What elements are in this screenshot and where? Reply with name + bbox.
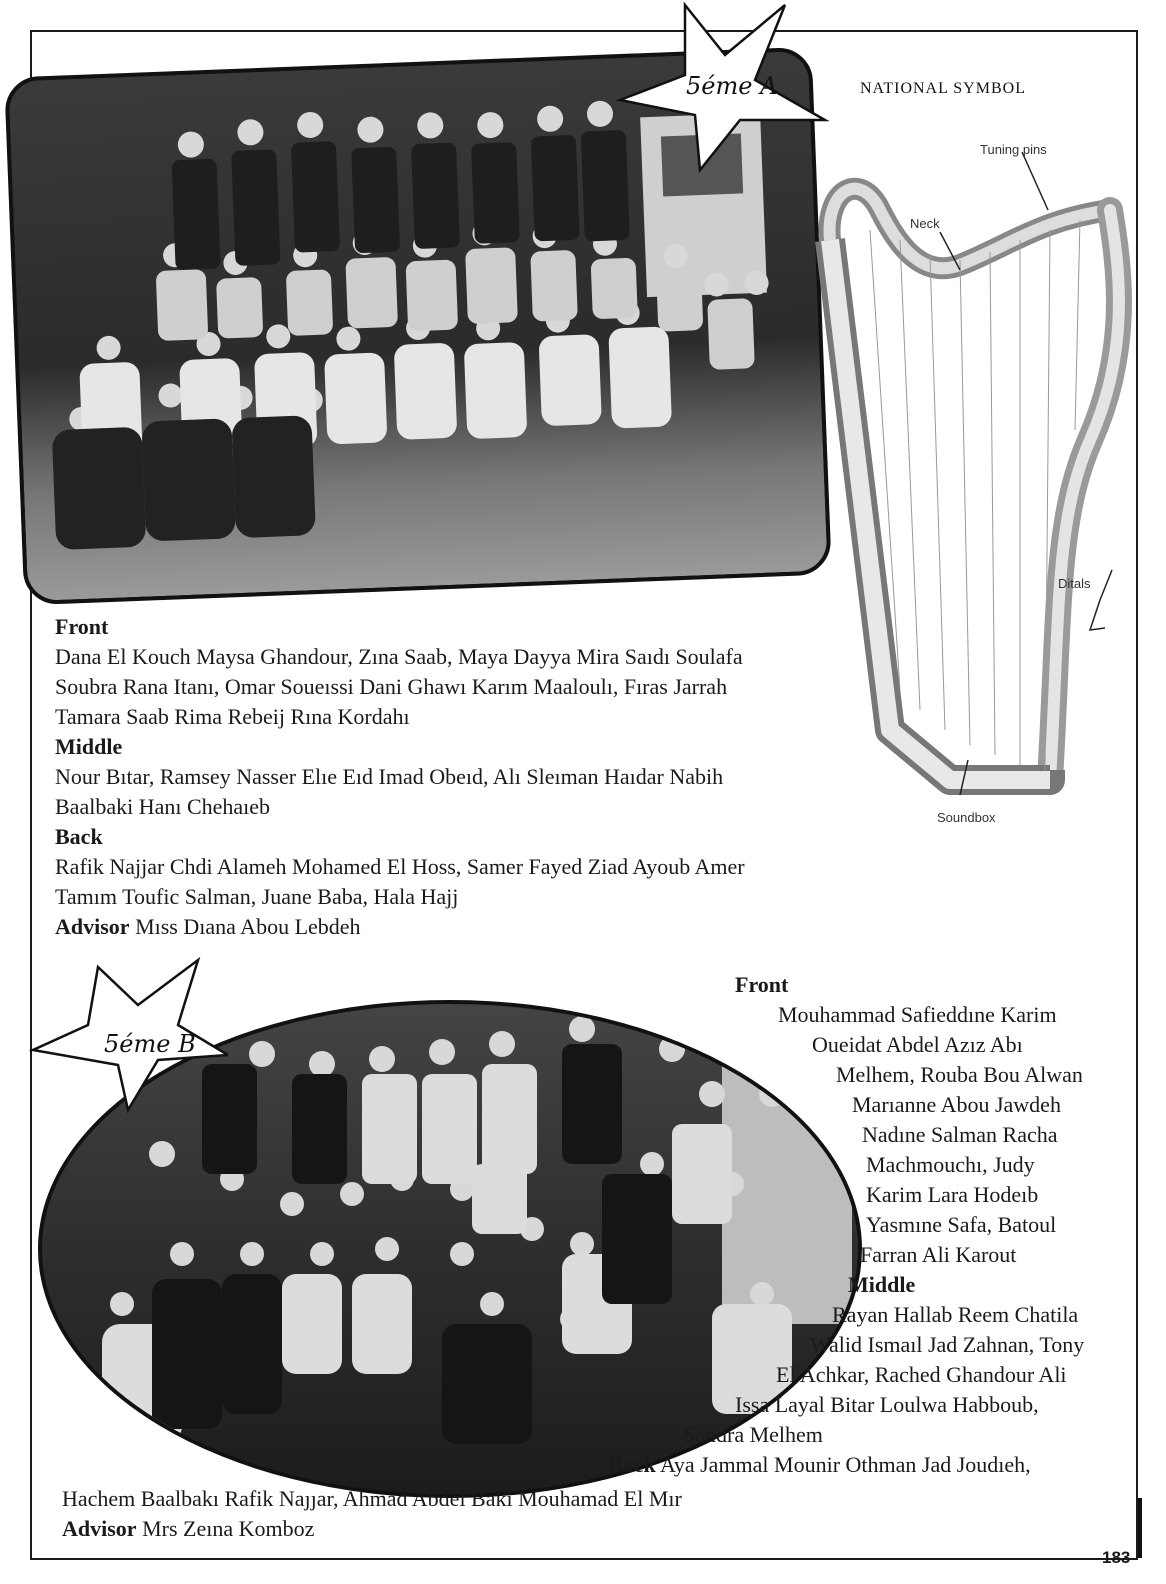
front-line-a-3: Tamara Saab Rima Rebeij Rına Kordahı	[55, 704, 410, 729]
middle-line-a-2: Baalbaki Hanı Chehaıeb	[55, 794, 271, 819]
back-line-a-1: Rafik Najjar Chdi Alameh Mohamed El Hoss, Samer Fayed Ziad Ayoub Amer	[55, 854, 745, 879]
middle-line-b-5: Sandra Melhem	[683, 1422, 823, 1447]
front-heading-a: Front	[55, 614, 109, 639]
advisor-heading-a: Advisor	[55, 914, 130, 939]
section-a-title: 5éme A	[686, 72, 778, 100]
middle-line-b-4: Issa Layal Bitar Loulwa Habboub,	[735, 1392, 1039, 1417]
national-symbol-title: NATIONAL SYMBOL	[860, 80, 1026, 97]
middle-heading-a: Middle	[55, 734, 123, 759]
section-b-title: 5éme B	[104, 1030, 196, 1058]
back-heading-b: Back	[608, 1452, 656, 1477]
advisor-name-b: Mrs Zeına Komboz	[142, 1516, 315, 1541]
back-heading-a: Back	[55, 824, 103, 849]
front-line-b-6: Machmouchı, Judy	[866, 1152, 1035, 1177]
front-line-b-4: Marıanne Abou Jawdeh	[852, 1092, 1061, 1117]
middle-line-a-1: Nour Bıtar, Ramsey Nasser Elıe Eıd Imad Obeıd, Alı Sleıman Haıdar Nabih	[55, 764, 724, 789]
middle-line-b-3: El Achkar, Rached Ghandour Ali	[776, 1362, 1067, 1387]
advisor-heading-b: Advisor	[62, 1516, 137, 1541]
back-line-b-2: Hachem Baalbakı Rafik Naȷȷar, Ahmad Abdel Baki Mouhamad El Mır	[62, 1486, 682, 1511]
caption-5eme-a	[55, 612, 745, 942]
middle-heading-b: Middle	[848, 1272, 916, 1297]
front-line-b-5: Nadıne Salman Racha	[862, 1122, 1058, 1147]
front-line-b-8: Yasmıne Safa, Batoul	[866, 1212, 1057, 1237]
front-line-b-7: Karim Lara Hodeıb	[866, 1182, 1039, 1207]
back-line-a-2: Tamım Toufic Salman, Juane Baba, Hala Hajj	[55, 884, 459, 909]
page-number-bar	[1138, 1498, 1142, 1558]
front-line-a-2: Soubra Rana Itanı, Omar Soueıssi Dani Ghawı Karım Maaloulı, Fıras Jarrah	[55, 674, 728, 699]
front-line-b-3: Melhem, Rouba Bou Alwan	[836, 1062, 1083, 1087]
front-line-b-9: Farran Ali Karout	[860, 1242, 1017, 1267]
back-first-line-b: Aya Jammal Mounir Othman Jad Joudıeh,	[659, 1452, 1031, 1477]
label-neck: Neck	[910, 216, 940, 231]
middle-line-b-2: Walid Ismaıl Jad Zahnan, Tony	[810, 1332, 1085, 1357]
front-heading-b: Front	[735, 972, 789, 997]
back-line-b-1	[608, 1452, 1031, 1478]
advisor-line-b	[62, 1516, 314, 1542]
advisor-name-a: Mıss Dıana Abou Lebdeh	[135, 914, 361, 939]
advisor-line-a	[55, 912, 745, 942]
middle-line-b-1: Rayan Hallab Reem Chatila	[832, 1302, 1079, 1327]
front-line-b-1: Mouhammad Safieddıne Karim	[778, 1002, 1057, 1027]
page-number: 183	[1102, 1548, 1131, 1567]
front-line-a-1: Dana El Kouch Maysa Ghandour, Zına Saab, Maya Dayya Mira Saıdı Soulafa	[55, 644, 743, 669]
label-tuning-pins: Tuning pins	[980, 142, 1047, 157]
harp-illustration	[800, 130, 1160, 830]
label-ditals: Ditals	[1058, 576, 1091, 591]
front-line-b-2: Oueidat Abdel Azız Abı	[812, 1032, 1023, 1057]
label-soundbox: Soundbox	[937, 810, 996, 825]
